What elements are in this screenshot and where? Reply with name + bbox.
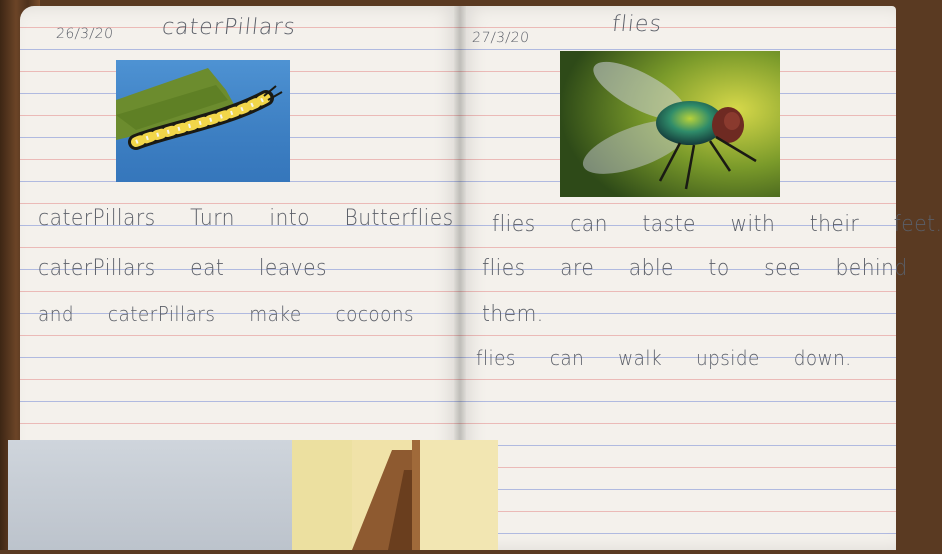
door-frame-image [292, 440, 498, 550]
right-page-title: flies [610, 12, 664, 37]
left-page-title: caterPillars [160, 15, 298, 40]
right-line-2: flies are able to see behind [482, 256, 908, 281]
right-page-date: 27/3/20 [471, 30, 531, 46]
fly-image [560, 51, 780, 197]
caterpillar-image [116, 60, 290, 182]
left-line-3: and caterPillars make cocoons [38, 302, 415, 326]
left-page-date: 26/3/20 [55, 26, 115, 42]
right-page [460, 6, 942, 550]
right-line-1: flies can taste with their feet. [492, 212, 942, 237]
left-line-2: caterPillars eat leaves [38, 256, 328, 281]
door-frame-photo [292, 440, 498, 550]
left-line-1: caterPillars Turn into Butterflies [38, 206, 454, 231]
wall-photo [8, 440, 292, 550]
right-line-3: them. [482, 302, 544, 327]
caterpillar-photo [116, 60, 290, 182]
fly-photo [560, 51, 780, 197]
right-line-4: flies can walk upside down. [476, 346, 852, 370]
